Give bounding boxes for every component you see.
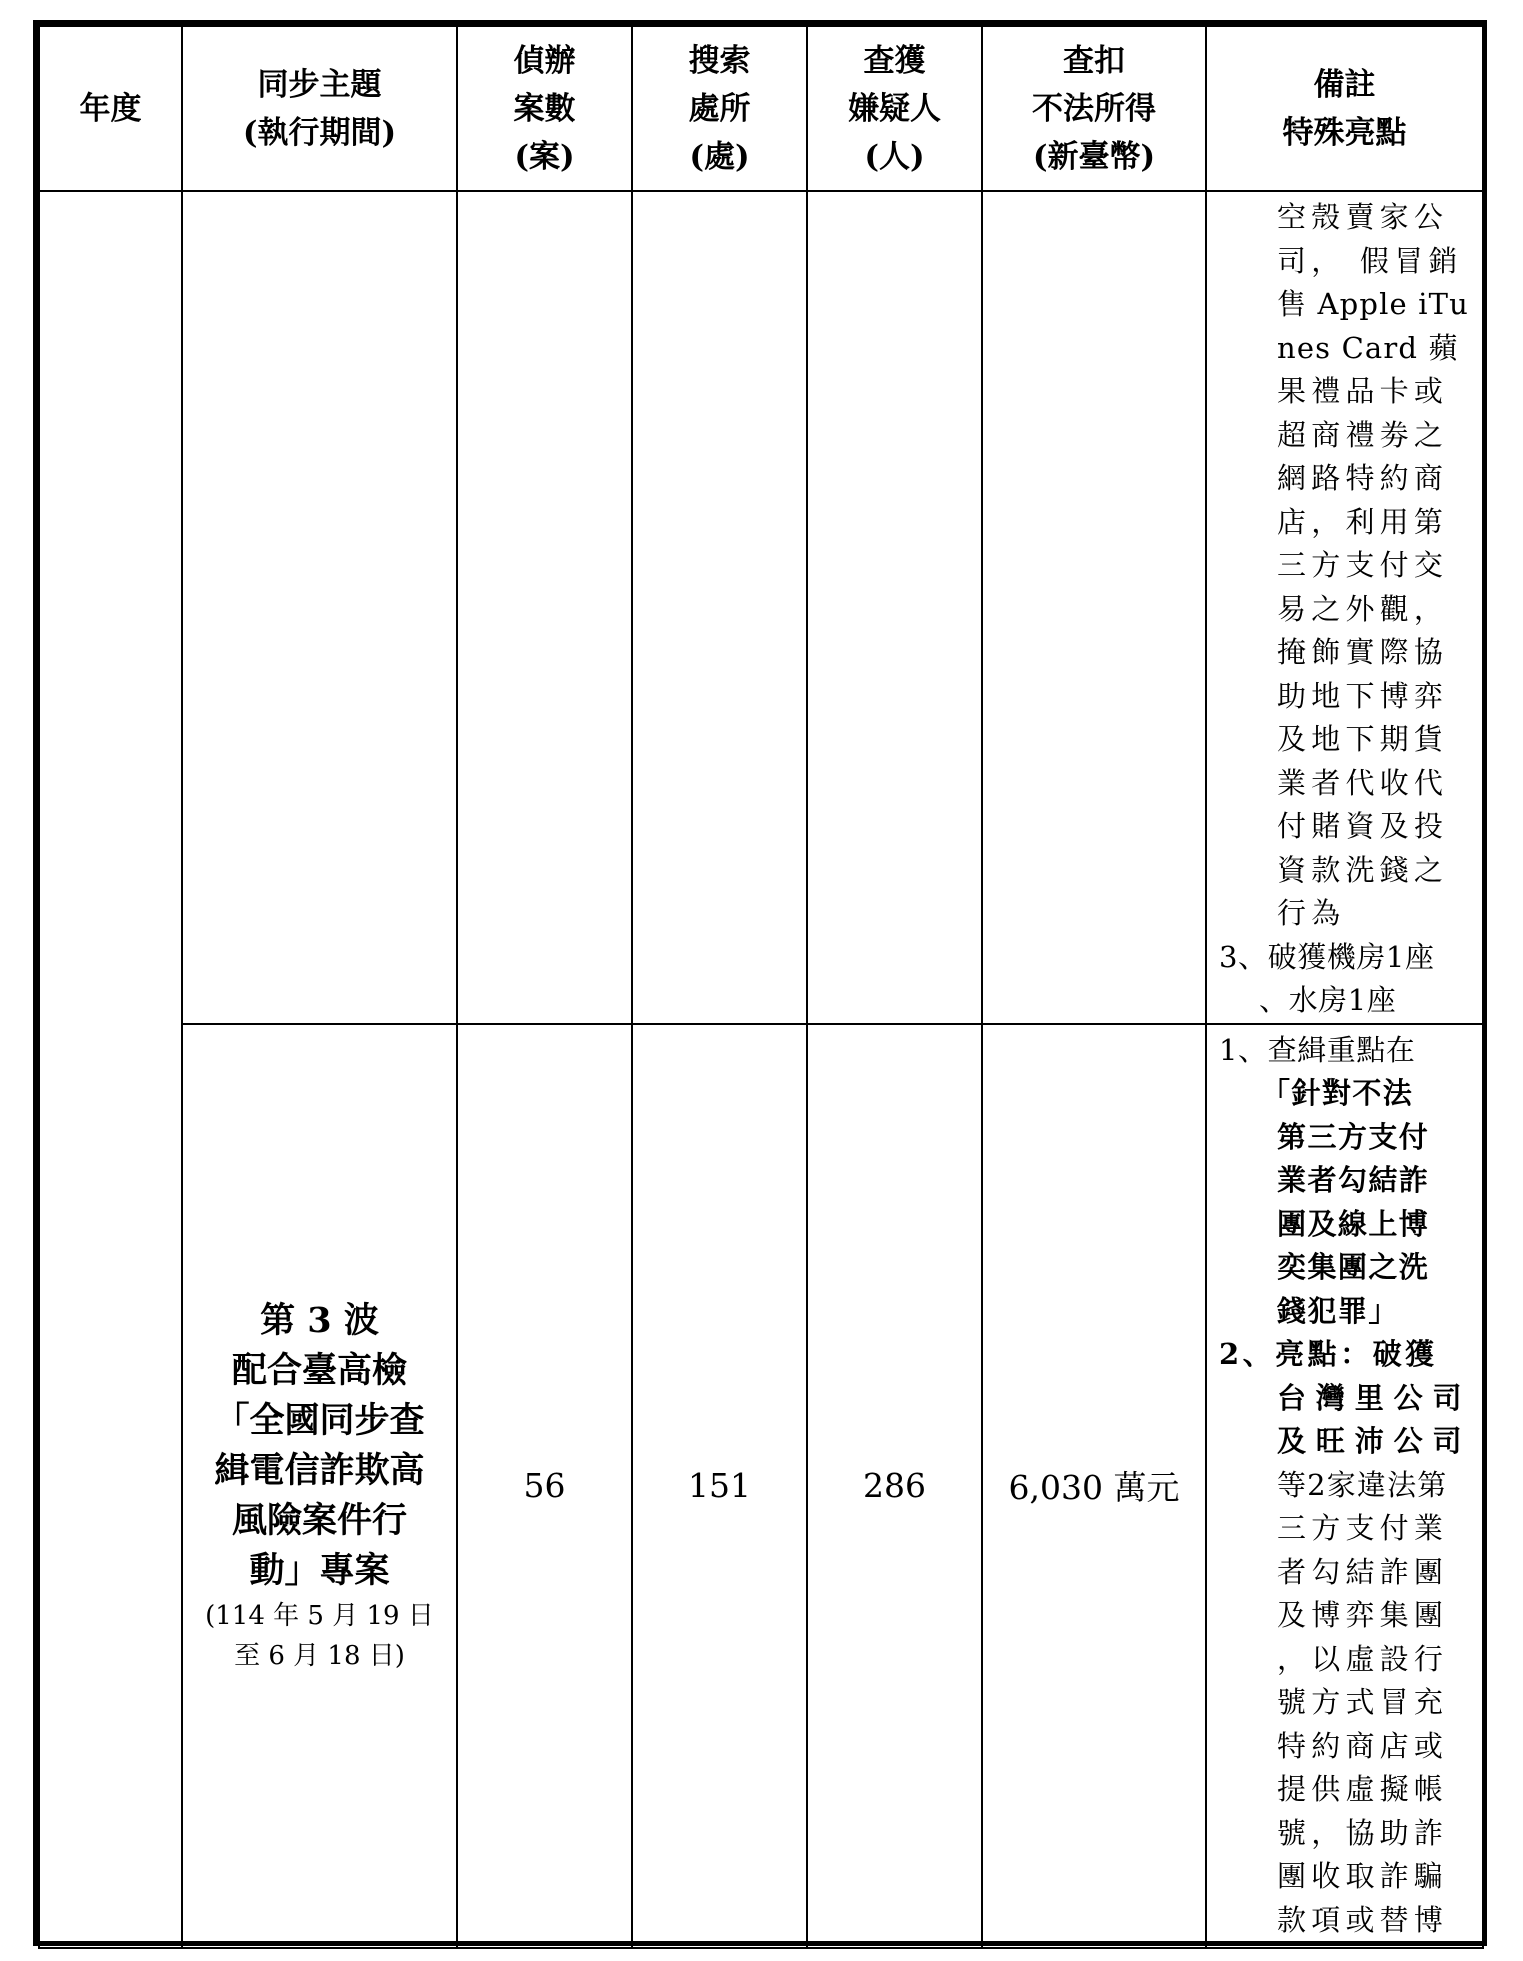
remark-line: nes Card 蘋 [1277,330,1459,365]
theme-cell [182,1024,457,1948]
header-year: 年度 [39,26,182,191]
remark-line: 及博弈集團 [1277,1598,1449,1632]
header-remarks-line1: 備註 [1313,66,1376,103]
header-theme-line2: (執行期間) [242,114,397,151]
remark-line: 等2家違法第 [1277,1467,1448,1502]
remark-line: 售 Apple iTu [1277,287,1469,321]
remark-line: ，以虛設行 [1277,1641,1449,1676]
remark-line: 三方支付業 [1277,1511,1449,1545]
remark-line: 號，協助詐 [1277,1815,1449,1850]
theme-period-line: (114 年 5 月 19 日 [205,1600,434,1631]
document-page [33,20,1487,1946]
remark-line: 司， 假冒銷 [1277,243,1463,278]
remark-line: 果禮品卡或 [1277,374,1449,408]
cases-cell [457,191,632,1024]
table-row [39,1024,1483,1948]
header-suspects-line2: 嫌疑人 [848,90,941,127]
operations-table [38,25,1484,1949]
header-remarks-line2: 特殊亮點 [1282,114,1407,151]
remark-line: 付賭資及投 [1277,809,1449,843]
remark-line: 「針對不法 [1261,1076,1414,1110]
remark-line: 奕集團之洗 [1277,1250,1430,1284]
remarks-cell [1206,1024,1483,1948]
header-cases-line2: 案數 [513,90,576,127]
remark-line: 業者勾結詐 [1277,1163,1430,1197]
header-cases-line1: 偵辦 [513,42,576,79]
remarks-cell [1206,191,1483,1024]
table-row [39,191,1483,1024]
proceeds-cell: 6,030 萬元 [982,1024,1206,1948]
remark-line: 掩飾實際協 [1277,635,1449,669]
remark-line: 第三方支付 [1277,1119,1430,1154]
theme-title-line: 第 3 波 [260,1299,379,1341]
cases-cell: 56 [457,1024,632,1948]
header-searches-line3: (處) [689,138,750,175]
header-cases-line3: (案) [514,138,575,175]
header-searches [632,26,807,191]
header-searches-line2: 處所 [688,90,751,127]
suspects-cell [807,191,982,1024]
theme-title-line: 配合臺高檢 [231,1349,407,1391]
remark-line: 易之外觀， [1277,591,1449,626]
header-suspects-line3: (人) [864,138,925,175]
remark-line: 店，利用第 [1277,504,1449,539]
remark-line: 團收取詐騙 [1277,1859,1449,1893]
header-proceeds-line2: 不法所得 [1032,90,1156,127]
header-suspects [807,26,982,191]
remark-line: 1、查緝重點在 [1219,1032,1416,1067]
header-proceeds-line1: 查扣 [1063,42,1125,79]
header-remarks [1206,26,1483,191]
remark-line: 行為 [1277,896,1346,930]
remark-line: 者勾結詐團 [1277,1554,1449,1589]
remark-line: 號方式冒充 [1277,1685,1449,1719]
theme-cell [182,191,457,1024]
theme-title-line: 動」專案 [249,1549,390,1591]
remark-line: 超商禮劵之 [1277,417,1449,452]
remark-line: 3、破獲機房1座 [1219,939,1435,974]
remark-line: 、水房1座 [1259,983,1397,1017]
remark-line: 及旺沛公司 [1277,1424,1472,1458]
header-row [39,26,1483,191]
remark-line: 2、亮點：破獲 [1219,1337,1438,1371]
remark-line: 資款洗錢之 [1277,852,1449,887]
remark-line: 及地下期貨 [1277,722,1449,756]
remark-line: 錢犯罪」 [1277,1293,1399,1328]
remark-line: 特約商店或 [1277,1728,1449,1763]
theme-period-line: 至 6 月 18 日) [234,1640,405,1671]
remark-line: 三方支付交 [1277,548,1449,582]
searches-cell [632,191,807,1024]
remark-line: 台灣里公司 [1277,1380,1472,1415]
year-cell [39,191,182,1948]
theme-title-line: 風險案件行 [231,1499,407,1541]
remark-line: 團及線上博 [1277,1206,1430,1241]
header-theme-line1: 同步主題 [257,66,382,103]
remark-line: 空殼賣家公 [1277,200,1449,234]
header-cases [457,26,632,191]
remark-line: 助地下博弈 [1277,678,1449,713]
remark-line: 款項或替博 [1277,1902,1449,1937]
header-searches-line1: 搜索 [688,42,751,79]
remark-line: 業者代收代 [1277,765,1449,800]
header-proceeds-line3: (新臺幣) [1032,138,1156,175]
remark-line: 網路特約商 [1277,461,1449,495]
searches-cell: 151 [632,1024,807,1948]
remark-line: 提供虛擬帳 [1277,1772,1449,1806]
suspects-cell: 286 [807,1024,982,1948]
header-theme [182,26,457,191]
header-proceeds [982,26,1206,191]
proceeds-cell [982,191,1206,1024]
header-suspects-line1: 查獲 [863,42,926,79]
theme-title-line: 緝電信詐欺高 [214,1449,425,1491]
theme-title-line: 「全國同步查 [214,1399,425,1441]
